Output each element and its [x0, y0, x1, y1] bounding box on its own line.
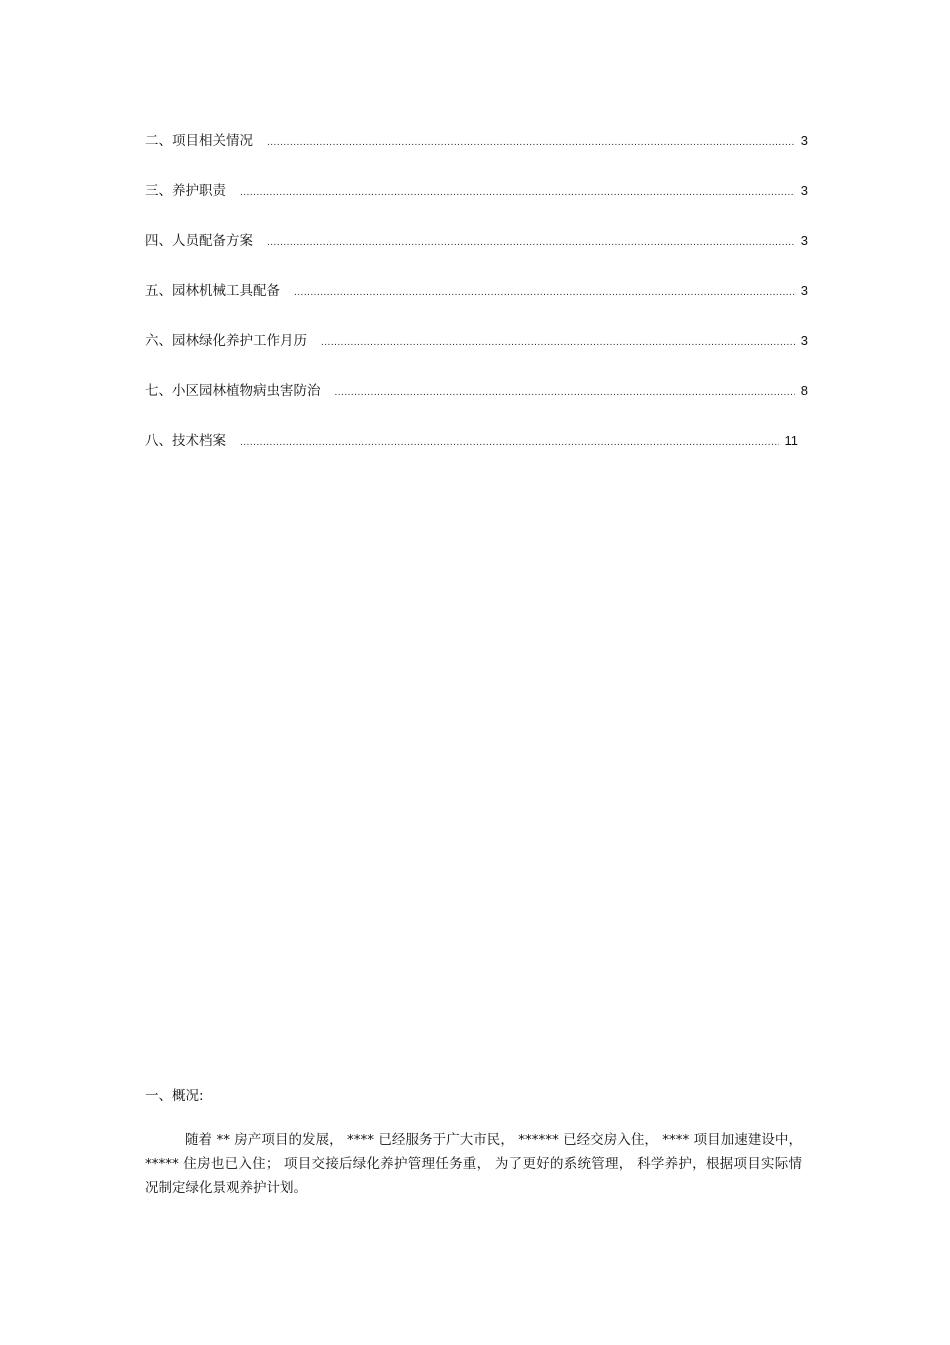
toc-entry[interactable] — [145, 381, 808, 431]
toc-entry[interactable] — [145, 181, 808, 231]
toc-dot-leader — [267, 133, 795, 153]
toc-dot-leader — [267, 233, 795, 253]
toc-entry[interactable] — [145, 131, 808, 181]
toc-entry-title: 七、小区园林植物病虫害防治 — [145, 383, 321, 399]
toc-entry[interactable] — [145, 331, 808, 381]
toc-dot-leader — [321, 333, 795, 353]
toc-entry-page: 3 — [800, 233, 808, 248]
toc-entry-page: 3 — [800, 133, 808, 148]
toc-dot-leader — [294, 283, 795, 303]
toc-entry-page: 3 — [800, 283, 808, 298]
section-heading: 一、概况: — [145, 1088, 204, 1104]
toc-entry-title: 三、养护职责 — [145, 183, 226, 199]
toc-entry-title: 四、人员配备方案 — [145, 233, 253, 249]
toc-dot-leader — [240, 433, 779, 453]
overview-paragraph: 随着 ** 房产项目的发展， **** 已经服务于广大市民， ****** 已经交房入住， **** 项目加速建设中， ***** 住房也已入住； 项目交接后绿化养护管理任务重， 为了更好的系统管理， 科学养护，根据项目实际情况制定绿化景观养护计划。 — [145, 1132, 802, 1196]
toc-entry[interactable] — [145, 431, 808, 481]
toc-entry-page: 3 — [800, 333, 808, 348]
toc-entry-title: 五、园林机械工具配备 — [145, 283, 280, 299]
toc-dot-leader — [335, 383, 795, 403]
toc-entry-page: 8 — [800, 383, 808, 398]
toc-entry[interactable] — [145, 281, 808, 331]
table-of-contents — [145, 131, 808, 481]
toc-entry-page: 3 — [800, 183, 808, 198]
toc-entry-title: 二、项目相关情况 — [145, 133, 253, 149]
toc-entry-page: 11 — [784, 433, 798, 448]
toc-entry-title: 八、技术档案 — [145, 433, 226, 449]
toc-entry-title: 六、园林绿化养护工作月历 — [145, 333, 307, 349]
toc-dot-leader — [240, 183, 795, 203]
toc-entry[interactable] — [145, 231, 808, 281]
